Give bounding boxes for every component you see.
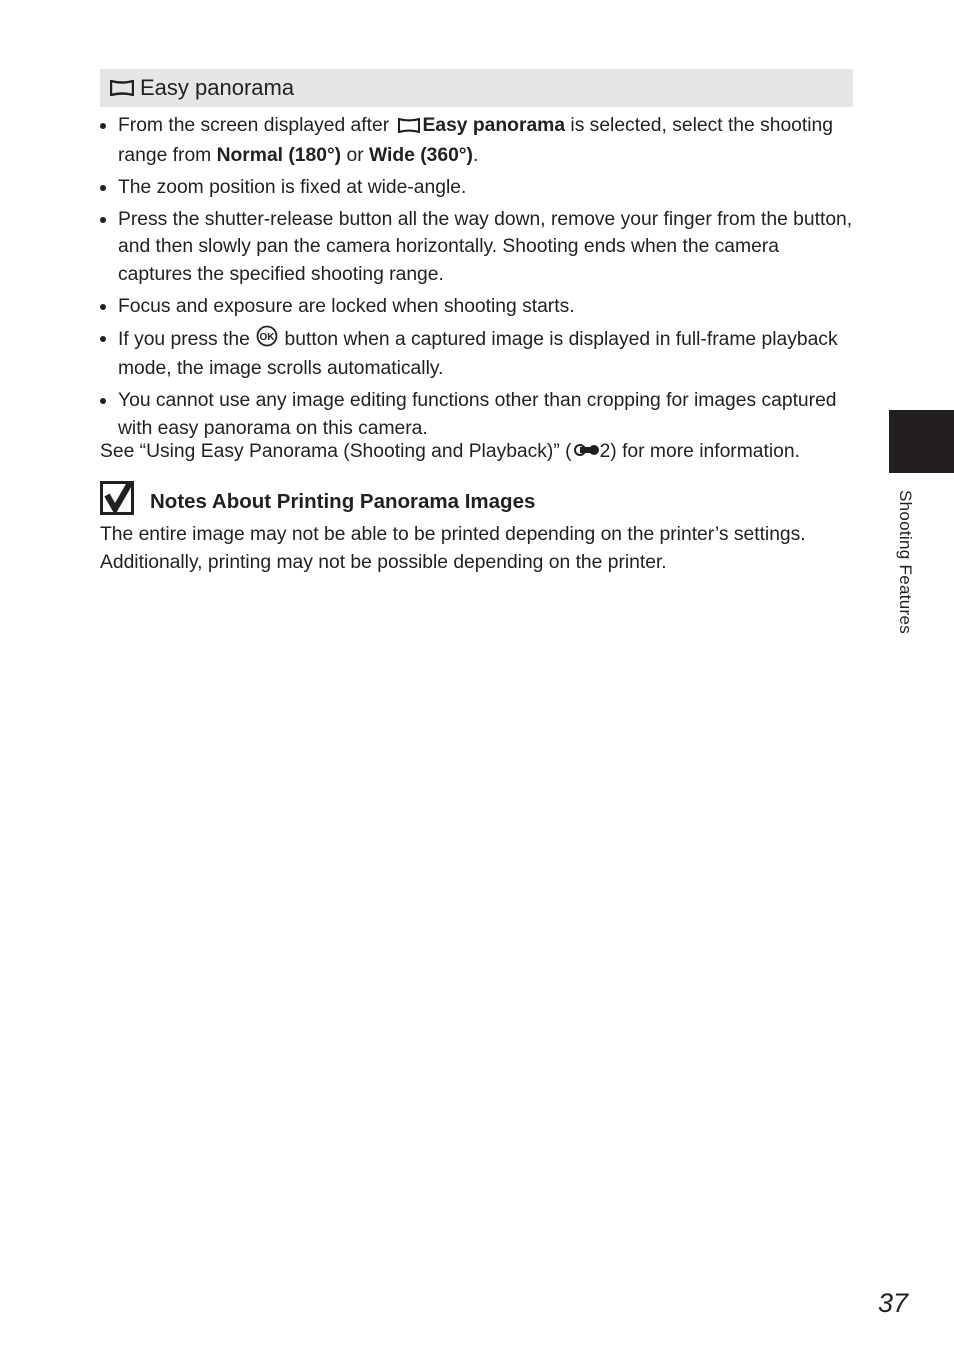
list-item: Focus and exposure are locked when shooting starts. [100, 293, 855, 321]
reference-page: 2 [599, 441, 611, 462]
chapter-tab [889, 410, 954, 473]
option-wide: Wide (360°) [368, 144, 473, 166]
notes-header [100, 481, 535, 515]
option-normal: Normal (180°) [216, 144, 342, 166]
reference-section-icon [574, 439, 600, 466]
ok-button-icon [256, 325, 278, 356]
list-item: If you press the OK button when a captured image is displayed in full-frame playback mode, the image scrolls automatically. [100, 325, 855, 383]
list-item: From the screen displayed after Easy panorama is selected, select the shooting range from Normal (180°) or Wide (360°). [100, 112, 855, 169]
list-item: The zoom position is fixed at wide-angle. [100, 174, 855, 202]
list-item: Press the shutter-release button all the way down, remove your finger from the button, and then slowly pan the camera horizontally. Shooting ends when the camera captures the specified shooting range. [100, 206, 855, 289]
notes-body: The entire image may not be able to be printed depending on the printer’s settings. Additionally, printing may not be possible depending on the printer. [100, 524, 806, 573]
section-title: Easy panorama [140, 75, 295, 100]
page-number: 37 [877, 1288, 908, 1318]
panorama-icon [110, 80, 134, 96]
chapter-label: Shooting Features [896, 490, 915, 635]
svg-text:OK: OK [259, 331, 275, 343]
see-also-text: See “Using Easy Panorama (Shooting and Playback)” ( 2) for more information. [100, 438, 860, 466]
bullet-list [100, 112, 855, 447]
menu-option-name: Easy panorama [422, 115, 566, 136]
section-header [100, 69, 853, 107]
notes-title: Notes About Printing Panorama Images [150, 490, 536, 513]
check-mark-icon [100, 481, 134, 515]
panorama-icon [398, 114, 420, 142]
list-item: You cannot use any image editing functions other than cropping for images captured with easy panorama on this camera. [100, 387, 855, 442]
